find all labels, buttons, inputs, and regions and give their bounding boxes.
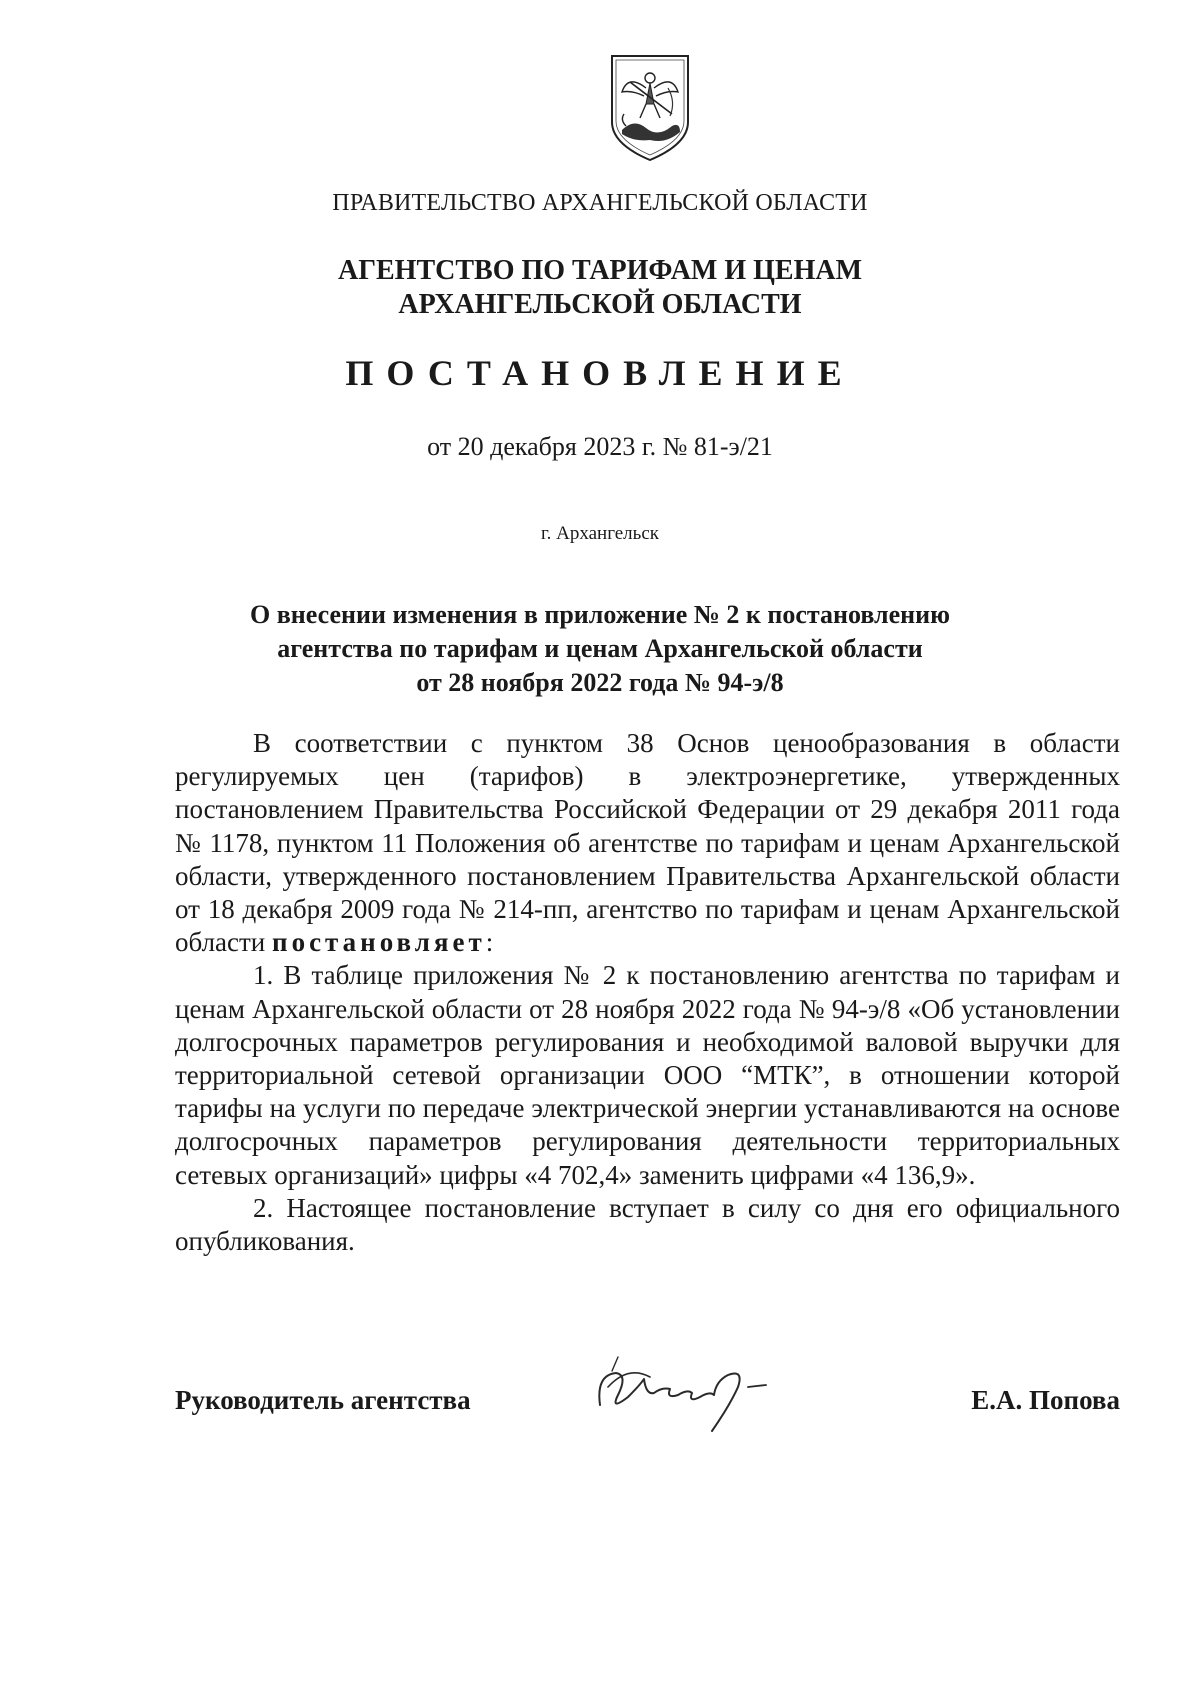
body-paragraph-item-1: 1. В таблице приложения № 2 к постановлению агентства по тарифам и ценам Архангельской области от 28 ноября 2022 года № 94-э/8 «Об установлении долгосрочных параметров регулирования и необходимой валовой выручки для территориальной сетевой организации ООО “МТК”, в отношении которой тарифы на услуги по передаче электрической энергии устанавливаются на основе долгосрочных параметров регулирования деятельности территориальных сетевых организаций» цифры «4 702,4» заменить цифрами «4 136,9». <box>175 960 1120 1190</box>
document-subject <box>0 598 1200 700</box>
document-type: ПОСТАНОВЛЕНИЕ <box>345 353 855 393</box>
subject-line-3: от 28 ноября 2022 года № 94-э/8 <box>416 668 784 697</box>
agency-name-line-1: АГЕНТСТВО ПО ТАРИФАМ И ЦЕНАМ <box>337 255 863 286</box>
government-name: ПРАВИТЕЛЬСТВО АРХАНГЕЛЬСКОЙ ОБЛАСТИ <box>332 190 868 216</box>
preamble-colon: : <box>485 927 494 958</box>
agency-name <box>0 254 1200 322</box>
body-paragraph-item-2: 2. Настоящее постановление вступает в силу со дня его официального опубликования. <box>175 1192 1120 1257</box>
document-date-number: от 20 декабря 2023 г. № 81-э/21 <box>427 432 773 461</box>
coat-of-arms-icon <box>606 52 694 164</box>
document-body <box>175 727 1120 1258</box>
body-paragraph-preamble <box>175 727 1120 959</box>
subject-line-2: агентства по тарифам и ценам Архангельской области <box>277 634 923 663</box>
signatory-name: Е.А. Попова <box>971 1385 1120 1415</box>
signatory-position: Руководитель агентства <box>175 1385 471 1415</box>
handwritten-signature <box>588 1335 788 1445</box>
subject-line-1: О внесении изменения в приложение № 2 к постановлению <box>250 600 950 629</box>
preamble-text: В соответствии с пунктом 38 Основ ценообразования в области регулируемых цен (тарифов) в электроэнергетике, утвержденных постановлением Правительства Российской Федерации от 29 декабря 2011 года № 1178, пунктом 11 Положения об агентстве по тарифам и ценам Архангельской области, утвержденного постановлением Правительства Архангельской области от 18 декабря 2009 года № 214-пп, агентство по тарифам и ценам Архангельской области <box>175 728 1120 958</box>
decrees-word: постановляет <box>272 927 486 958</box>
agency-name-line-2: АРХАНГЕЛЬСКОЙ ОБЛАСТИ <box>398 289 802 320</box>
document-city: г. Архангельск <box>540 523 659 544</box>
